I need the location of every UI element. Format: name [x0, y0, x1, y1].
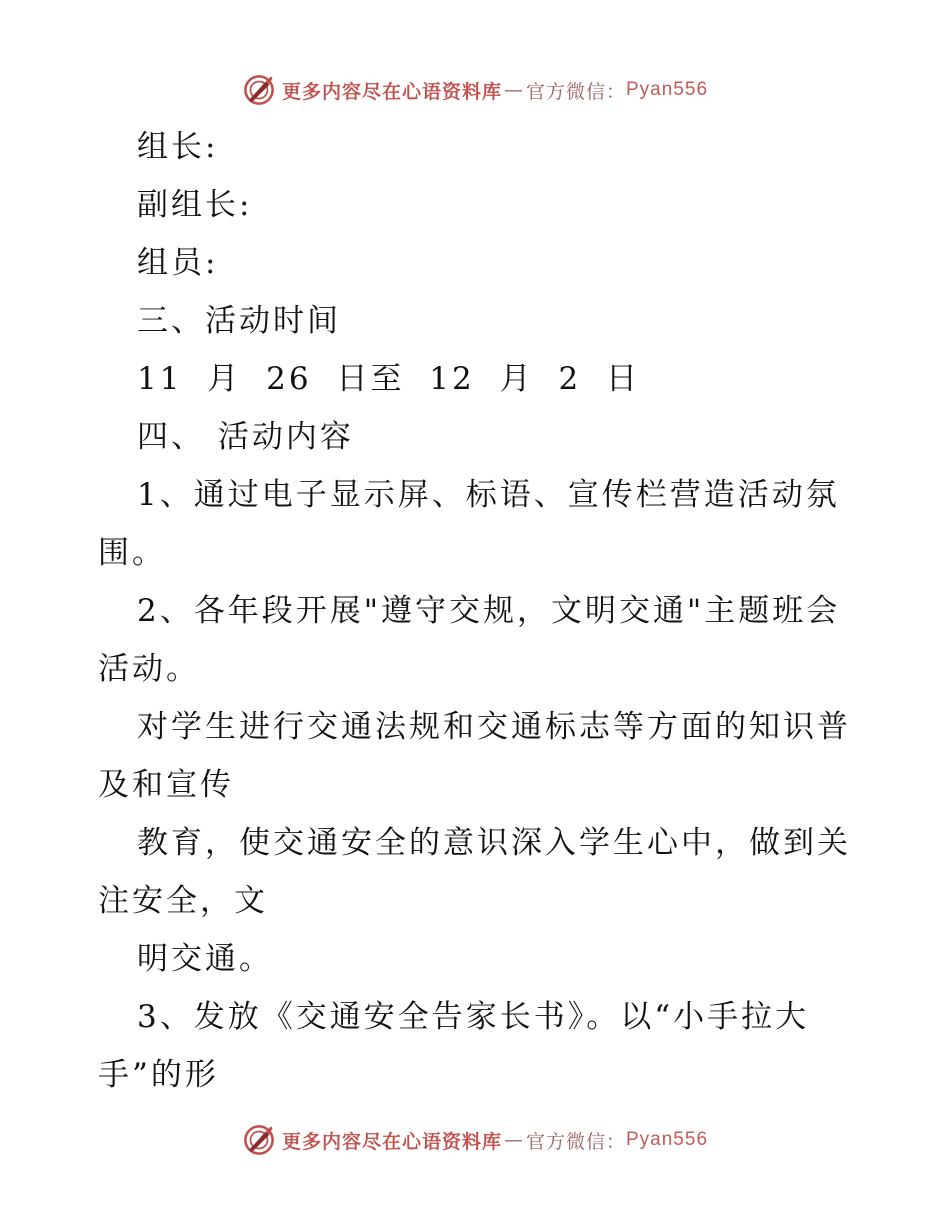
footer-watermark-banner [0, 1120, 950, 1160]
doc-line-item-2: 2、各年段开展"遵守交规，文明交通"主题班会 [137, 593, 841, 629]
doc-line-leader: 组长: [137, 129, 219, 165]
banner-wechat-id: Pyan556 [626, 1129, 709, 1150]
banner-dash: — [503, 79, 524, 101]
banner-wechat-label: 官方微信： [525, 80, 626, 103]
doc-line-paragraph-cont: 注安全，文 [98, 883, 268, 919]
doc-line-deputy-leader: 副组长: [137, 187, 253, 223]
banner-text: 更多内容尽在心语资料库 [281, 1130, 502, 1153]
doc-line-paragraph-end: 明交通。 [137, 941, 273, 977]
section-heading-activity-time: 三、活动时间 [137, 303, 341, 339]
doc-line-members: 组员: [137, 245, 219, 281]
pen-logo-icon [242, 73, 276, 107]
header-watermark-banner [0, 70, 950, 110]
banner-text: 更多内容尽在心语资料库 [281, 80, 502, 103]
doc-line-paragraph: 对学生进行交通法规和交通标志等方面的知识普 [137, 709, 851, 745]
doc-line-item-3: 3、发放《交通安全告家长书》。以“小手拉大 [137, 999, 810, 1035]
section-heading-activity-content: 四、 活动内容 [137, 419, 354, 455]
banner-wechat-label: 官方微信： [525, 1130, 626, 1153]
document-body [0, 118, 950, 1104]
doc-line-paragraph-cont: 及和宣传 [98, 767, 234, 803]
banner-wechat-id: Pyan556 [626, 79, 709, 100]
doc-line-paragraph: 教育，使交通安全的意识深入学生心中，做到关 [137, 825, 851, 861]
pen-logo-icon [242, 1123, 276, 1157]
doc-line-item-3-cont: 手”的形 [98, 1057, 219, 1093]
doc-line-item-1: 1、通过电子显示屏、标语、宣传栏营造活动氛 [137, 477, 840, 513]
doc-line-item-1-cont: 围。 [98, 535, 166, 571]
banner-dash: — [503, 1129, 524, 1151]
doc-line-item-2-cont: 活动。 [98, 651, 200, 687]
doc-line-date-range: 11 月 26 日至 12 月 2 日 [137, 361, 641, 397]
